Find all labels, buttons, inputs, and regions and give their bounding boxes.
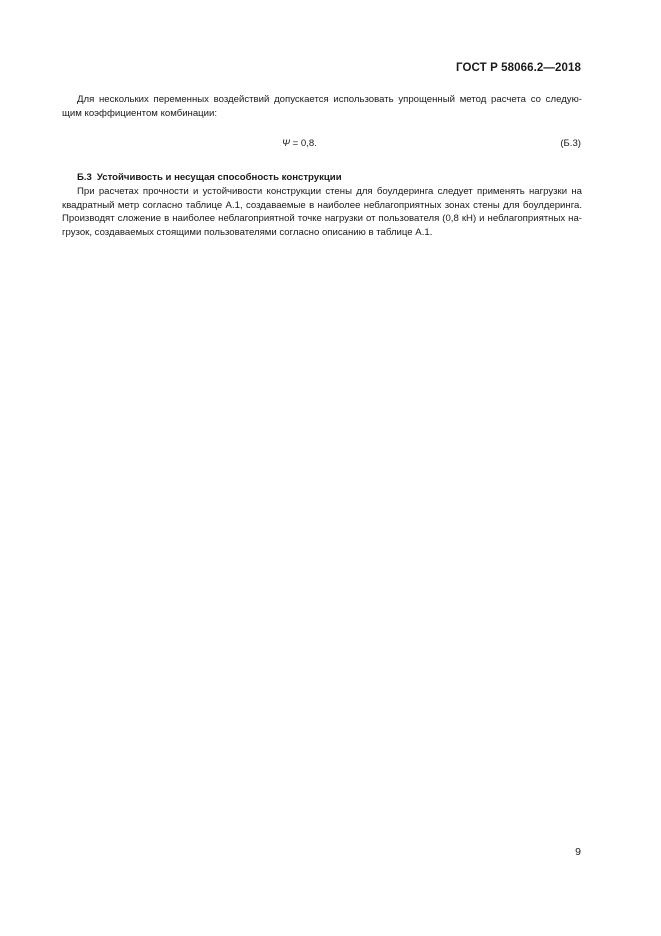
document-code: ГОСТ Р 58066.2—2018 — [456, 62, 581, 74]
section-title: Устойчивость и несущая способность конструкции — [96, 172, 342, 183]
paragraph-load-calculation — [62, 185, 582, 239]
formula — [282, 138, 317, 149]
paragraph-line: щим коэффициентом комбинации: — [62, 107, 218, 119]
paragraph-combination-factor — [62, 93, 582, 120]
section-heading — [77, 172, 342, 183]
paragraph-line: грузок, создаваемых стоящими пользователями согласно описанию в таблице А.1. — [62, 226, 433, 238]
paragraph-line: Производят сложение в наиболее неблагоприятной точке нагрузки от пользователя (0,8 кН) и неблагоприятных на- — [62, 213, 582, 225]
formula-symbol: Ψ — [282, 138, 290, 149]
formula-expression: = 0,8. — [289, 138, 317, 149]
paragraph-line: При расчетах прочности и устойчивости конструкции стены для боулдеринга следует применять нагрузки на — [77, 186, 582, 197]
formula-number: (Б.3) — [560, 138, 581, 149]
page-number: 9 — [575, 846, 581, 858]
paragraph-line: Для нескольких переменных воздействий допускается использовать упрощенный метод расчета со следую- — [77, 94, 582, 105]
section-number: Б.3 — [77, 172, 92, 183]
paragraph-line: квадратный метр согласно таблице А.1, создаваемые в наиболее неблагоприятных зонах стены для боулдеринга. — [62, 199, 582, 211]
